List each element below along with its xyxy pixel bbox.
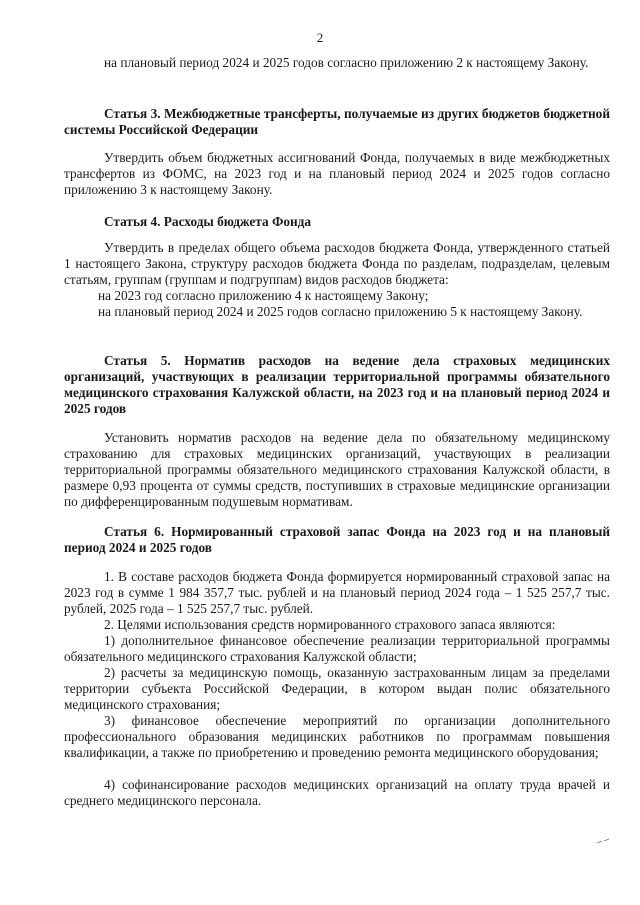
article-6-item-3: 3) финансовое обеспечение мероприятий по организации дополнительного профессионального образования медицинских работников по программам повышения квалификации, а также по приобретению и проведению ремонта медицинского оборудования;	[64, 713, 610, 760]
article-3-text: Утвердить объем бюджетных ассигнований Фонда, получаемых в виде межбюджетных трансфертов из ФОМС, на 2023 год и на плановый период 2024 и 2025 годов согласно приложению 3 к настоящему Закону.	[64, 150, 610, 197]
pen-mark-icon	[596, 838, 610, 844]
article-6-paragraph-2: 2. Целями использования средств нормированного страхового запаса являются:	[104, 617, 556, 632]
article-6-item-4: 4) софинансирование расходов медицинских организаций на оплату труда врачей и среднего медицинского персонала.	[64, 777, 610, 808]
article-6-heading: Статья 6. Нормированный страховой запас Фонда на 2023 год и на плановый период 2024 и 2025 годов	[64, 524, 610, 555]
article-5-text: Установить норматив расходов на ведение дела по обязательному медицинскому страхованию для страховых медицинских организаций, участвующих в реализации территориальной программы обязательного медицинского страхования Калужской области, в размере 0,93 процента от суммы средств, поступивших в страховые медицинские организации по дифференцированным подушевым нормативам.	[64, 430, 610, 509]
article-3-heading: Статья 3. Межбюджетные трансферты, получаемые из других бюджетов бюджетной системы Российской Федерации	[64, 106, 610, 137]
article-6-paragraph-1: 1. В составе расходов бюджета Фонда формируется нормированный страховой запас на 2023 год в сумме 1 984 357,7 тыс. рублей и на плановый период 2024 года – 1 525 257,7 тыс. рублей, 2025 года – 1 525 257,7 тыс. рублей.	[64, 569, 610, 616]
article-6-item-2: 2) расчеты за медицинскую помощь, оказанную застрахованным лицам за пределами территории субъекта Российской Федерации, в котором выдан полис обязательного медицинского страхования;	[64, 665, 610, 712]
article-4-line-1: на 2023 год согласно приложению 4 к настоящему Закону;	[98, 288, 429, 303]
article-4-line-2: на плановый период 2024 и 2025 годов согласно приложению 5 к настоящему Закону.	[98, 304, 583, 319]
article-5-heading: Статья 5. Норматив расходов на ведение дела страховых медицинских организаций, участвующих в реализации территориальной программы обязательного медицинского страхования Калужской области, на 2023 год и на плановый период 2024 и 2025 годов	[64, 353, 610, 416]
page-number: 2	[316, 30, 324, 45]
article-4-text: Утвердить в пределах общего объема расходов бюджета Фонда, утвержденного статьей 1 настоящего Закона, структуру расходов бюджета Фонда по разделам, подразделам, целевым статьям, группам (группам и подгруппам) видов расходов бюджета:	[64, 240, 610, 287]
article-6-item-1: 1) дополнительное финансовое обеспечение реализации территориальной программы обязательного медицинского страхования Калужской области;	[64, 633, 610, 664]
article-4-heading: Статья 4. Расходы бюджета Фонда	[104, 214, 312, 229]
continued-paragraph: на плановый период 2024 и 2025 годов согласно приложению 2 к настоящему Закону.	[104, 55, 589, 70]
